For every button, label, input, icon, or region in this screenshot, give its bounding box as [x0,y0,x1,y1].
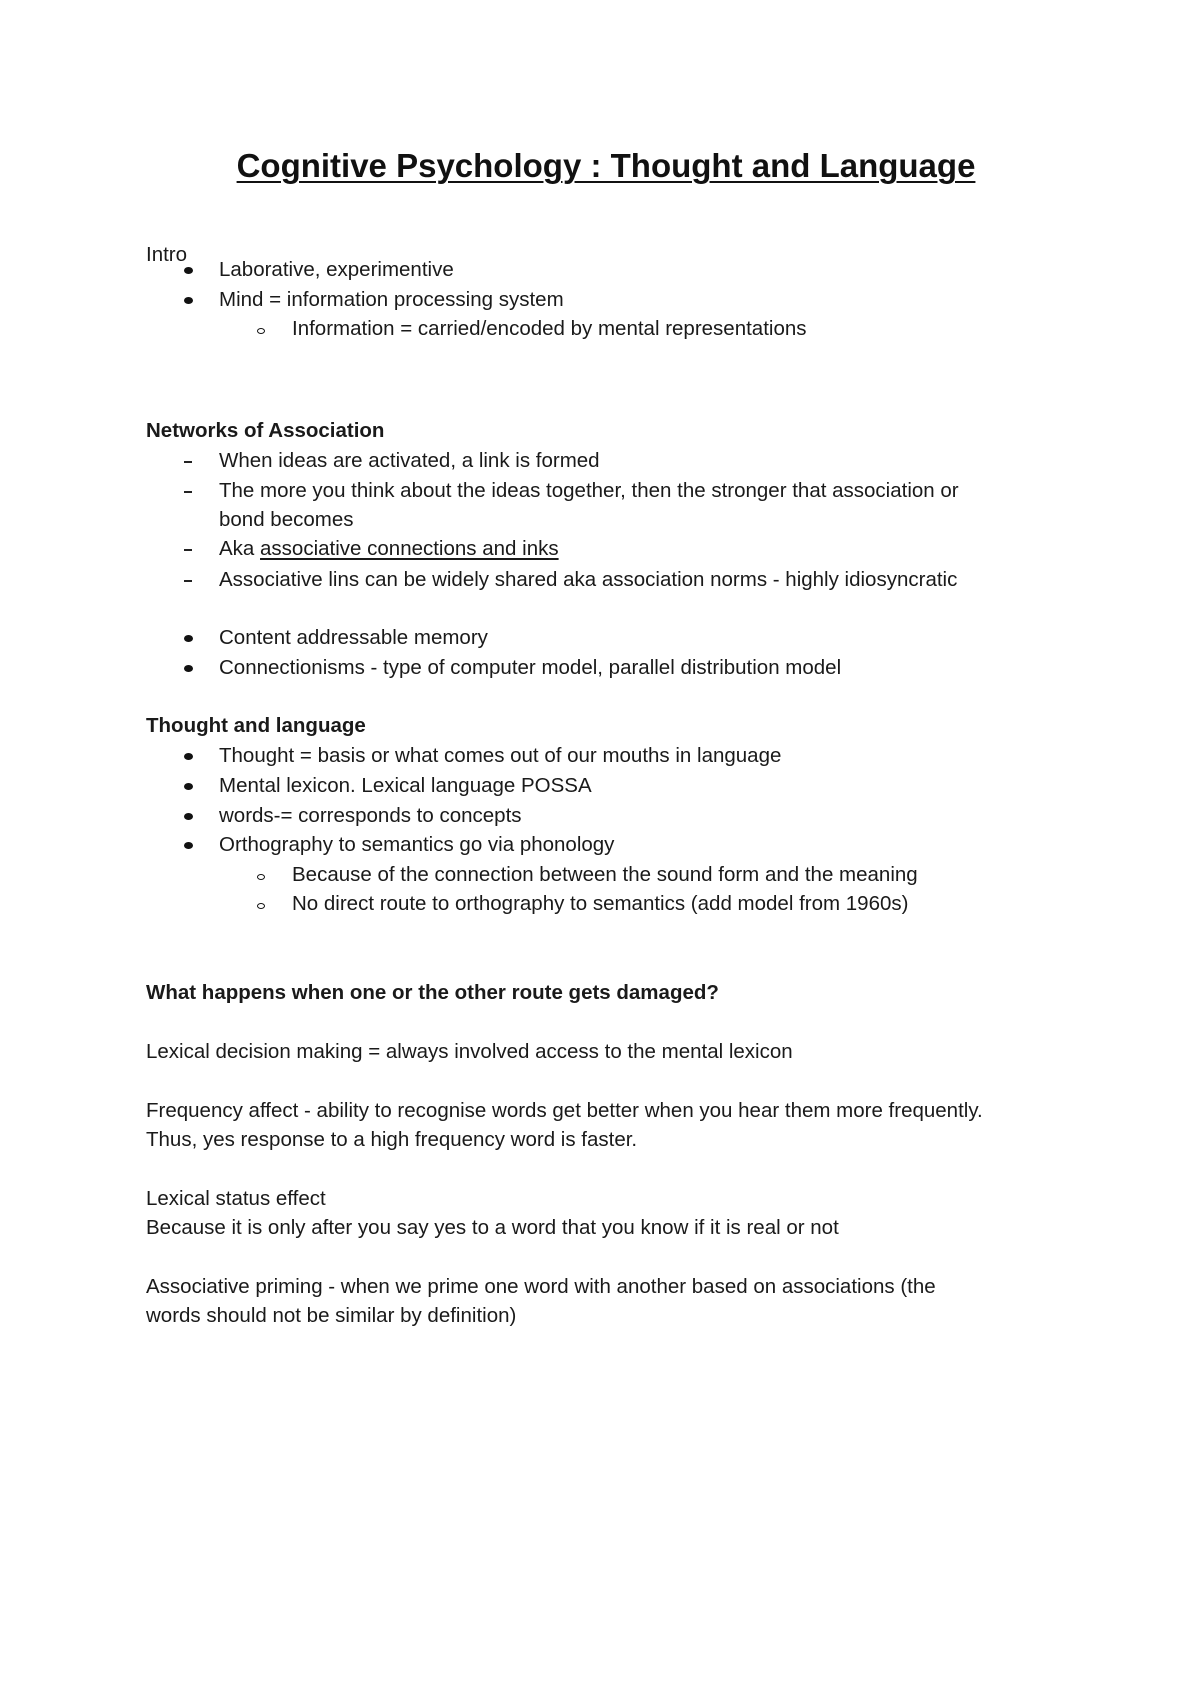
damage-heading: What happens when one or the other route gets damaged? [146,981,719,1004]
thought-sub-bullet: Because of the connection between the sound form and the meaning [292,863,918,886]
bullet-dot-icon [184,267,193,274]
bullet-dot-icon [184,753,193,760]
bullet-dash-icon [184,491,192,493]
networks-bullet: Connectionisms - type of computer model, parallel distribution model [219,656,842,679]
networks-bullet: Content addressable memory [219,626,488,649]
thought-bullet: Thought = basis or what comes out of our mouths in language [219,744,782,767]
associative-priming-text: Associative priming - when we prime one word with another based on associations (the [146,1275,936,1298]
thought-bullet: Mental lexicon. Lexical language POSSA [219,774,592,797]
lexical-status-text: Because it is only after you say yes to a word that you know if it is real or not [146,1216,839,1239]
frequency-text-continued: Thus, yes response to a high frequency word is faster. [146,1128,638,1151]
bullet-dash-icon [184,580,192,582]
bullet-dash-icon [184,461,192,463]
bullet-circle-icon [257,328,265,334]
associative-priming-text-continued: words should not be similar by definition) [146,1304,517,1327]
frequency-text: Frequency affect - ability to recognise words get better when you hear them more frequently. [146,1099,983,1122]
document-page [146,0,1066,1698]
intro-bullet: Mind = information processing system [219,288,564,311]
bullet-dot-icon [184,783,193,790]
intro-bullet: Laborative, experimentive [219,258,454,281]
thought-bullet: words-= corresponds to concepts [219,804,522,827]
networks-dash-item: Associative lins can be widely shared aka association norms - highly idiosyncratic [219,568,958,591]
bullet-dot-icon [184,665,193,672]
associative-connections-text: associative connections and inks [260,537,559,560]
lexical-decision-text: Lexical decision making = always involved access to the mental lexicon [146,1040,793,1063]
bullet-dot-icon [184,635,193,642]
lexical-status-heading: Lexical status effect [146,1187,326,1210]
networks-dash-item [219,534,559,563]
aka-label: Aka [219,537,261,560]
networks-heading: Networks of Association [146,419,385,442]
networks-dash-item: The more you think about the ideas together, then the stronger that association or [219,479,959,502]
bullet-circle-icon [257,874,265,880]
document-title: Cognitive Psychology : Thought and Language [236,147,976,184]
intro-sub-bullet: Information = carried/encoded by mental representations [292,317,807,340]
networks-dash-item-continued: bond becomes [219,508,354,531]
thought-heading: Thought and language [146,714,366,737]
bullet-circle-icon [257,903,265,909]
bullet-dash-icon [184,549,192,551]
bullet-dot-icon [184,842,193,849]
bullet-dot-icon [184,813,193,820]
networks-dash-item: When ideas are activated, a link is formed [219,449,600,472]
thought-bullet: Orthography to semantics go via phonology [219,833,615,856]
intro-heading: Intro [146,243,188,266]
bullet-dot-icon [184,297,193,304]
thought-sub-bullet: No direct route to orthography to semantics (add model from 1960s) [292,892,909,915]
